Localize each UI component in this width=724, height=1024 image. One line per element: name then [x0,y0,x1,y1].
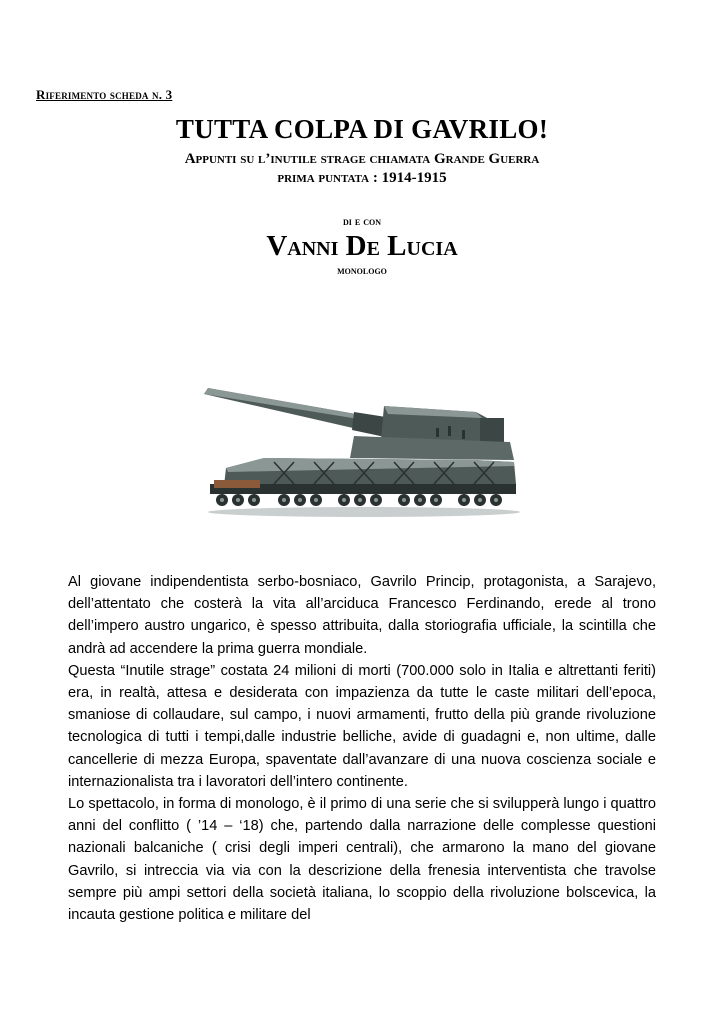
document-title: TUTTA COLPA DI GAVRILO! [175,114,549,144]
body-paragraph: Al giovane indipendentista serbo-bosniaco, Gavrilo Princip, protagonista, a Sarajevo, dell’attentato che costerà la vita all’arciduca Francesco Ferdinando, erede al trono dell’impero austro ungarico, è spesso attribuita, dalla storiografia ufficiale, la scintilla che andrà ad accendere la prima guerra mondiale. [68,574,656,657]
reference-header: Riferimento scheda n. 3 [36,87,173,102]
railway-gun-illustration [204,376,522,522]
episode-label: prima puntata : 1914-1915 [277,170,447,186]
genre-label: monologo [337,263,387,277]
body-paragraph: Questa “Inutile strage” costata 24 milioni di morti (700.000 solo in Italia e altrettanti feriti) era, in realtà, attesa e desiderata con impazienza da tutte le caste militari dell’epoca, smaniose di collaudare, sul campo, i nuovi armamenti, frutto della più grande rivoluzione tecnologica di tutti i tempi,dalle industrie belliche, avide di guadagni e, non ultime, dalle cancellerie di mezza Europa, spaventate dall’avanzare di una nuova coscienza sociale e internazionalista tra i lavoratori dell’intero continente. [68,662,656,790]
body-text [68,571,656,926]
body-paragraph: Lo spettacolo, in forma di monologo, è il primo di una serie che si svilupperà lungo i quattro anni del conflitto ( ’14 – ‘18) che, partendo dalla narrazione delle complesse questioni nazionali balcaniche ( crisi degli imperi centrali), che armarono la mano del giovane Gavrilo, si intreccia via via con la descrizione della frenesia interventista che travolse sempre più ampi settori della società italiana, lo scoppio della rivoluzione bolscevica, la incauta gestione politica e militare del [68,796,656,924]
document-subtitle: Appunti su l’inutile strage chiamata Grande Guerra [184,151,540,167]
by-line: di e con [342,214,381,228]
author-name: Vanni De Lucia [266,230,458,262]
